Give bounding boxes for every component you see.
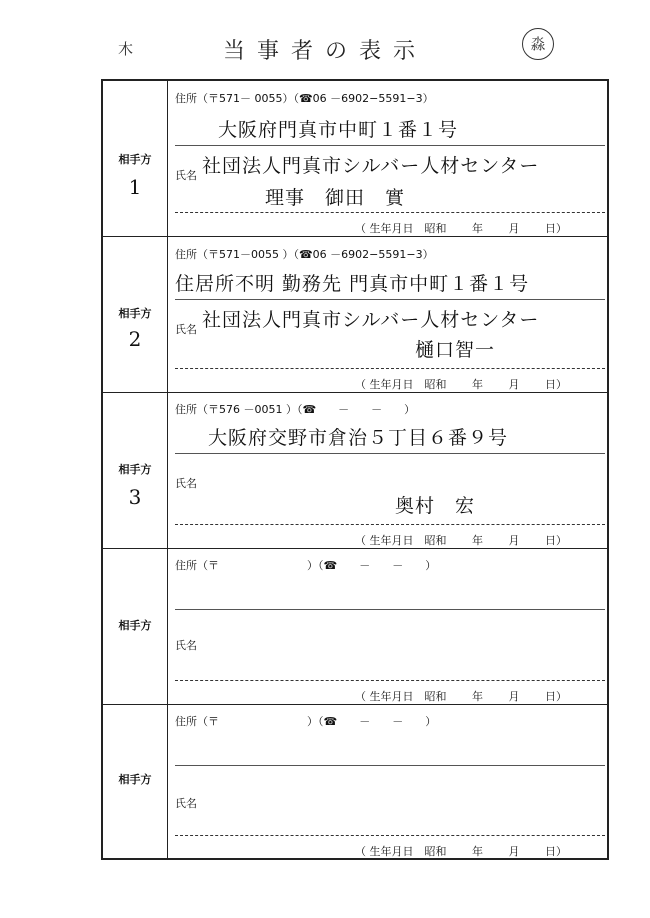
name-value-line2: 奥村 宏 [395,495,476,517]
address-header-line: 住所（〒 ）（☎ － － ） [175,559,437,572]
name-value-line2: 理事 御田 實 [265,187,406,209]
name-divider [175,368,605,369]
address-divider [175,453,605,454]
address-header-line: 住所（〒576 －0051 ）（☎ － － ） [175,403,416,416]
address-header-line: 住所（〒 ）（☎ － － ） [175,715,437,728]
name-divider [175,524,605,525]
name-divider [175,835,605,836]
party-row-3 [103,393,607,549]
party-row-5 [103,705,607,860]
name-label: 氏名 [175,169,197,182]
name-value-line1: 社団法人門真市シルバー人材センター [202,155,540,177]
birth-date-line: （ 生年月日 昭和 年 月 日） [355,378,567,391]
birth-date-line: （ 生年月日 昭和 年 月 日） [355,690,567,703]
name-value-line1: 社団法人門真市シルバー人材センター [202,309,540,331]
party-number: 2 [128,327,142,351]
name-divider [175,680,605,681]
name-label: 氏名 [175,477,197,490]
name-label: 氏名 [175,639,197,652]
corner-mark: 木 [118,40,134,58]
page-title: 当事者の表示 [222,39,427,64]
birth-date-line: （ 生年月日 昭和 年 月 日） [355,845,567,858]
name-label: 氏名 [175,797,197,810]
party-row-2 [103,237,607,393]
name-label: 氏名 [175,323,197,336]
party-label: 相手方 [118,619,152,632]
party-label-cell [103,393,168,548]
birth-date-line: （ 生年月日 昭和 年 月 日） [355,534,567,547]
address-divider [175,299,605,300]
parties-table [101,79,609,860]
party-label: 相手方 [118,463,152,476]
address-value: 大阪府門真市中町１番１号 [218,119,459,141]
seal-stamp: 淼 [522,28,554,60]
address-value: 住居所不明 勤務先 門真市中町１番１号 [175,273,530,295]
address-divider [175,145,605,146]
party-label-cell [103,549,168,704]
address-divider [175,609,605,610]
party-number: 3 [128,485,142,509]
party-row-4 [103,549,607,705]
party-number: 1 [128,175,142,199]
party-label: 相手方 [118,307,152,320]
party-label-cell [103,81,168,236]
address-divider [175,765,605,766]
address-header-line: 住所（〒571－ 0055）（☎06 －6902−5591−3） [175,92,434,105]
address-header-line: 住所（〒571－0055 ）（☎06 －6902−5591−3） [175,248,434,261]
name-divider [175,212,605,213]
party-label: 相手方 [118,773,152,786]
party-label-cell [103,705,168,860]
address-value: 大阪府交野市倉治５丁目６番９号 [208,427,509,449]
party-row-1 [103,81,607,237]
birth-date-line: （ 生年月日 昭和 年 月 日） [355,222,567,235]
party-label: 相手方 [118,153,152,166]
party-label-cell [103,237,168,392]
name-value-line2: 樋口智一 [415,339,496,361]
